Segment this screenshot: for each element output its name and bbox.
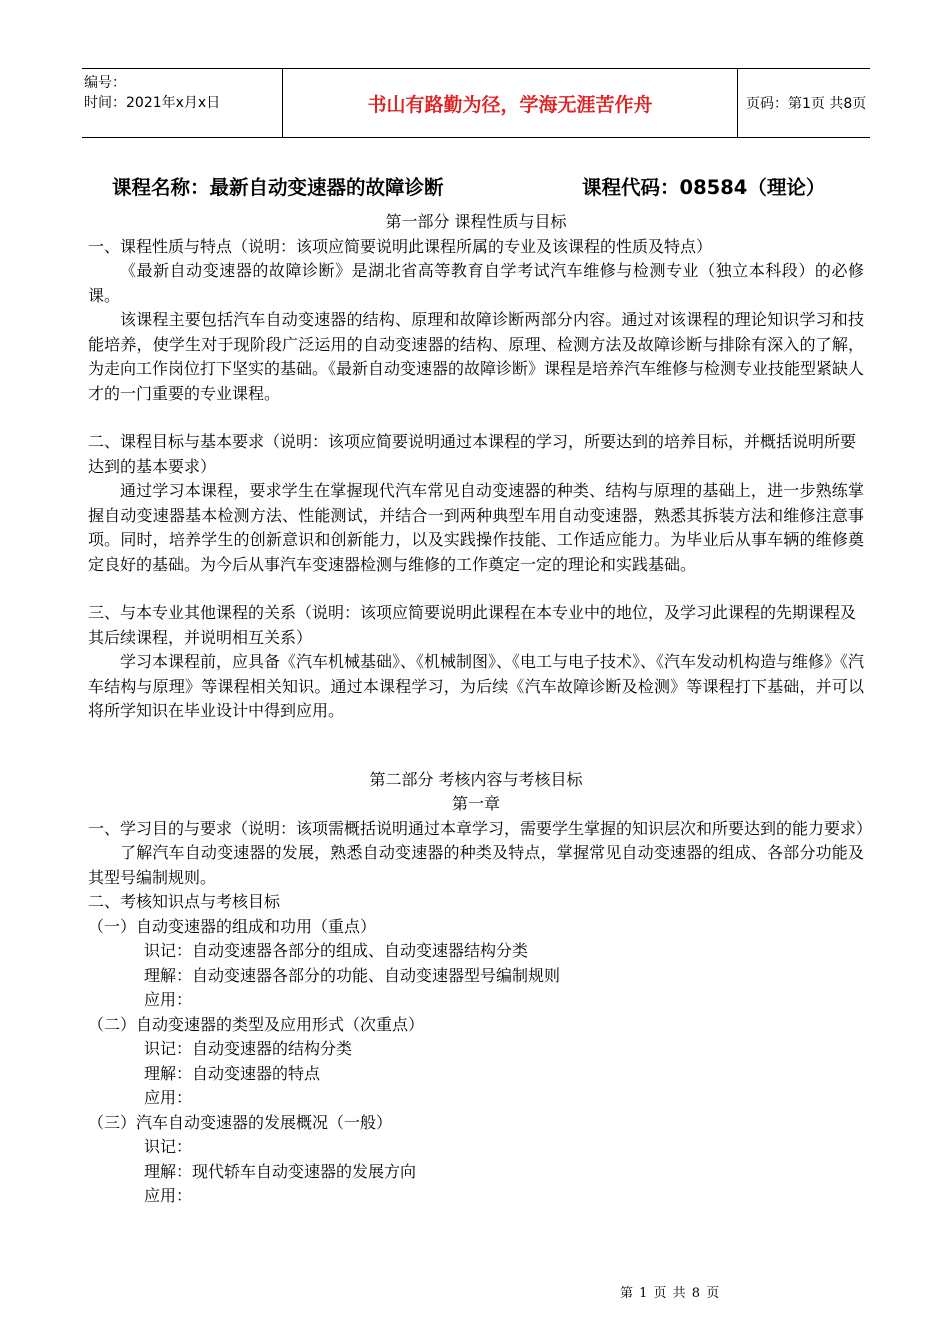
course-title-line xyxy=(112,172,872,200)
chapter-title: 第一章 xyxy=(451,794,500,813)
knowledge-point-recall: 识记：自动变速器各部分的组成、自动变速器结构分类 xyxy=(144,941,529,960)
knowledge-point-title: （一）自动变速器的组成和功用（重点） xyxy=(88,916,377,936)
knowledge-point-recall: 识记：自动变速器的结构分类 xyxy=(144,1039,353,1058)
part2-section1-paragraph: 了解汽车自动变速器的发展，熟悉自动变速器的种类及特点，掌握常见自动变速器的组成、各部分功能及其型号编制规则。 xyxy=(88,843,864,887)
course-name: 课程名称：最新自动变速器的故障诊断 xyxy=(112,176,444,199)
knowledge-point-apply: 应用： xyxy=(144,990,193,1009)
part1-section1-heading: 一、课程性质与特点（说明：该项应简要说明此课程所属的专业及该课程的性质及特点） xyxy=(88,236,713,256)
course-code: 课程代码：08584（理论） xyxy=(582,176,826,199)
knowledge-point-apply: 应用： xyxy=(144,1186,193,1205)
page-footer: 第 1 页 共 8 页 xyxy=(620,1286,721,1301)
knowledge-point-understand: 理解：自动变速器的特点 xyxy=(144,1063,321,1083)
knowledge-point-understand: 理解：现代轿车自动变速器的发展方向 xyxy=(144,1161,417,1181)
document-body xyxy=(88,210,873,1209)
knowledge-point-title: （二）自动变速器的类型及应用形式（次重点） xyxy=(88,1014,425,1034)
time-label: 时间：2021年x月x日 xyxy=(84,95,221,111)
number-label: 编号： xyxy=(84,75,126,91)
knowledge-point-title: （三）汽车自动变速器的发展概况（一般） xyxy=(88,1112,393,1132)
part1-section2-paragraph: 通过学习本课程，要求学生在掌握现代汽车常见自动变速器的种类、结构与原理的基础上，进一步熟练掌握自动变速器基本检测方法、性能测试，并结合一到两种典型车用自动变速器，熟悉其拆装方法和维修注意事项。同时，培养学生的创新意识和创新能力，以及实践操作技能、工作适应能力。为毕业后从事车辆的维修奠定良好的基础。为今后从事汽车变速器检测与维修的工作奠定一定的理论和实践基础。 xyxy=(88,481,864,574)
header-meta xyxy=(84,73,274,113)
header-motto: 书山有路勤为径，学海无涯苦作舟 xyxy=(282,69,738,137)
part2-section1-heading: 一、学习目的与要求（说明：该项需概括说明通过本章学习，需要学生掌握的知识层次和所要达到的能力要求） xyxy=(88,818,873,838)
part1-section3-heading: 三、与本专业其他课程的关系（说明：该项应简要说明此课程在本专业中的地位，及学习此课程的先期课程及其后续课程，并说明相互关系） xyxy=(88,603,857,647)
part1-title: 第一部分 课程性质与目标 xyxy=(385,212,567,231)
part1-section1-paragraph: 该课程主要包括汽车自动变速器的结构、原理和故障诊断两部分内容。通过对该课程的理论知识学习和技能培养，使学生对于现阶段广泛运用的自动变速器的结构、原理、检测方法及故障诊断与排除有深入的了解，为走向工作岗位打下坚实的基础。《最新自动变速器的故障诊断》课程是培养汽车维修与检测专业技能型紧缺人才的一门重要的专业课程。 xyxy=(88,310,865,403)
page-header xyxy=(82,68,870,138)
part1-section1-paragraph: 《最新自动变速器的故障诊断》是湖北省高等教育自学考试汽车维修与检测专业（独立本科段）的必修课。 xyxy=(88,261,864,305)
part2-title: 第二部分 考核内容与考核目标 xyxy=(369,769,583,789)
part1-section2-heading: 二、课程目标与基本要求（说明：该项应简要说明通过本课程的学习，所要达到的培养目标，并概括说明所要达到的基本要求） xyxy=(88,432,857,476)
part1-section3-paragraph: 学习本课程前，应具备《汽车机械基础》、《机械制图》、《电工与电子技术》、《汽车发动机构造与维修》《汽车结构与原理》等课程相关知识。通过本课程学习，为后续《汽车故障诊断及检测》等课程打下基础，并可以将所学知识在毕业设计中得到应用。 xyxy=(88,652,865,720)
knowledge-point-recall: 识记： xyxy=(144,1137,193,1156)
knowledge-point-apply: 应用： xyxy=(144,1088,193,1107)
header-page-info: 页码：第1页 共8页 xyxy=(746,96,867,112)
knowledge-point-understand: 理解：自动变速器各部分的功能、自动变速器型号编制规则 xyxy=(144,965,561,985)
part2-section2-heading: 二、考核知识点与考核目标 xyxy=(88,892,281,911)
